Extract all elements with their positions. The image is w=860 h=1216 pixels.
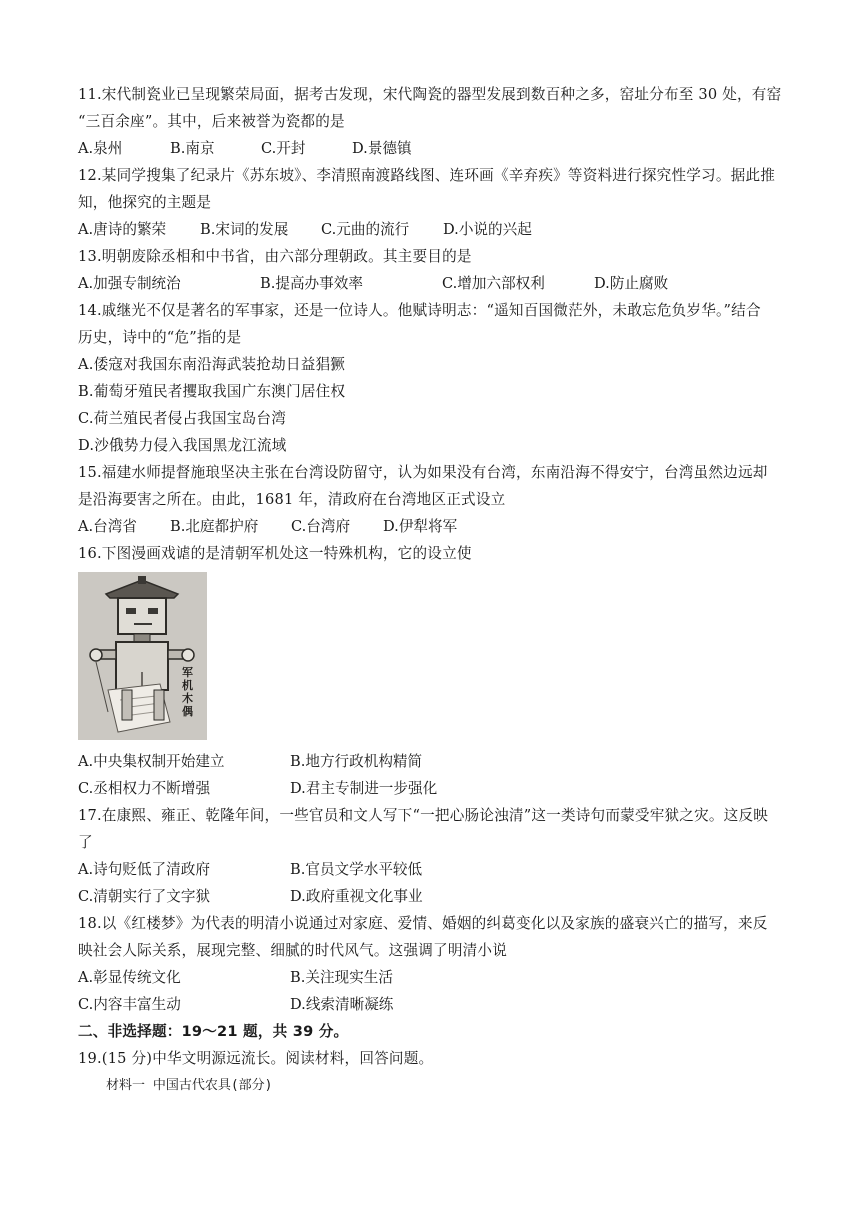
q13-option-d: D.防止腐败 — [594, 275, 669, 292]
q12-stem-line2: 知，他探究的主题是 — [78, 194, 212, 211]
q12-stem-line1: 12.某同学搜集了纪录片《苏东坡》、李清照南渡路线图、连环画《辛弃疾》等资料进行探究性学习。据此推 — [78, 167, 776, 184]
q12-option-d: D.小说的兴起 — [443, 221, 532, 238]
q17-option-d: D.政府重视文化事业 — [290, 888, 423, 905]
q15-option-c: C.台湾府 — [291, 518, 351, 535]
q18-option-d: D.线索清晰凝练 — [290, 996, 394, 1013]
q16-stem-line1: 16.下图漫画戏谑的是清朝军机处这一特殊机构，它的设立使 — [78, 545, 472, 562]
q12-option-c: C.元曲的流行 — [321, 221, 410, 238]
q17-stem-line2: 了 — [78, 834, 93, 851]
q16-option-d: D.君主专制进一步强化 — [290, 780, 438, 797]
q17-option-c: C.清朝实行了文字狱 — [78, 888, 211, 905]
q19-material1-label: 材料一 中国古代农具(部分) — [106, 1078, 273, 1093]
q12-option-a: A.唐诗的繁荣 — [78, 221, 167, 238]
q11-option-d: D.景德镇 — [352, 140, 412, 157]
q11-stem-line1: 11.宋代制瓷业已呈现繁荣局面，据考古发现，宋代陶瓷的器型发展到数百种之多，窑址分布至 30 处，有窑 — [78, 86, 782, 103]
q12-option-b: B.宋词的发展 — [200, 221, 289, 238]
q16-option-b: B.地方行政机构精简 — [290, 753, 423, 770]
q14-option-c: C.荷兰殖民者侵占我国宝岛台湾 — [78, 410, 287, 427]
q18-option-a: A.彰显传统文化 — [78, 969, 181, 986]
q14-stem-line1: 14.戚继光不仅是著名的军事家，还是一位诗人。他赋诗明志：“遥知百国微茫外，未敢忘危负岁华。”结合 — [78, 302, 761, 319]
q13-stem-line1: 13.明朝废除丞相和中书省，由六部分理朝政。其主要目的是 — [78, 248, 472, 265]
cartoon-figure — [78, 572, 207, 740]
q17-option-a: A.诗句贬低了清政府 — [78, 861, 210, 878]
q15-option-a: A.台湾省 — [78, 518, 137, 535]
q11-option-b: B.南京 — [170, 140, 215, 157]
q14-option-a: A.倭寇对我国东南沿海武装抢劫日益猖獗 — [78, 356, 346, 373]
q17-option-b: B.官员文学水平较低 — [290, 861, 423, 878]
q18-stem-line2: 映社会人际关系，展现完整、细腻的时代风气。这强调了明清小说 — [78, 942, 508, 959]
section-heading: 二、非选择题：19～21 题，共 39 分。 — [78, 1023, 349, 1040]
q16-option-a: A.中央集权制开始建立 — [78, 753, 225, 770]
q14-option-b: B.葡萄牙殖民者攫取我国广东澳门居住权 — [78, 383, 346, 400]
q18-stem-line1: 18.以《红楼梦》为代表的明清小说通过对家庭、爱情、婚姻的纠葛变化以及家族的盛衰兴亡的描写，来反 — [78, 915, 768, 932]
q15-stem-line1: 15.福建水师提督施琅坚决主张在台湾设防留守，认为如果没有台湾，东南沿海不得安宁，台湾虽然边远却 — [78, 464, 768, 481]
q11-option-c: C.开封 — [261, 140, 306, 157]
q14-stem-line2: 历史，诗中的“危”指的是 — [78, 329, 242, 346]
q14-option-d: D.沙俄势力侵入我国黑龙江流域 — [78, 437, 287, 454]
q18-option-c: C.内容丰富生动 — [78, 996, 181, 1013]
q19-stem-line1: 19.(15 分)中华文明源远流长。阅读材料，回答问题。 — [78, 1050, 434, 1067]
q13-option-c: C.增加六部权利 — [442, 275, 545, 292]
q17-stem-line1: 17.在康熙、雍正、乾隆年间，一些官员和文人写下“一把心肠论浊清”这一类诗句而蒙受牢狱之灾。这反映 — [78, 807, 769, 824]
figure-caption: 军 机 木 偶 — [182, 666, 193, 718]
q13-option-b: B.提高办事效率 — [260, 275, 363, 292]
q16-option-c: C.丞相权力不断增强 — [78, 780, 211, 797]
q15-option-b: B.北庭都护府 — [170, 518, 259, 535]
q15-option-d: D.伊犁将军 — [383, 518, 458, 535]
q11-stem-line2: “三百余座”。其中，后来被誉为瓷都的是 — [78, 113, 345, 130]
q18-option-b: B.关注现实生活 — [290, 969, 393, 986]
q15-stem-line2: 是沿海要害之所在。由此，1681 年，清政府在台湾地区正式设立 — [78, 491, 506, 508]
q11-option-a: A.泉州 — [78, 140, 123, 157]
puppet-cartoon-illustration — [78, 572, 207, 740]
q13-option-a: A.加强专制统治 — [78, 275, 181, 292]
